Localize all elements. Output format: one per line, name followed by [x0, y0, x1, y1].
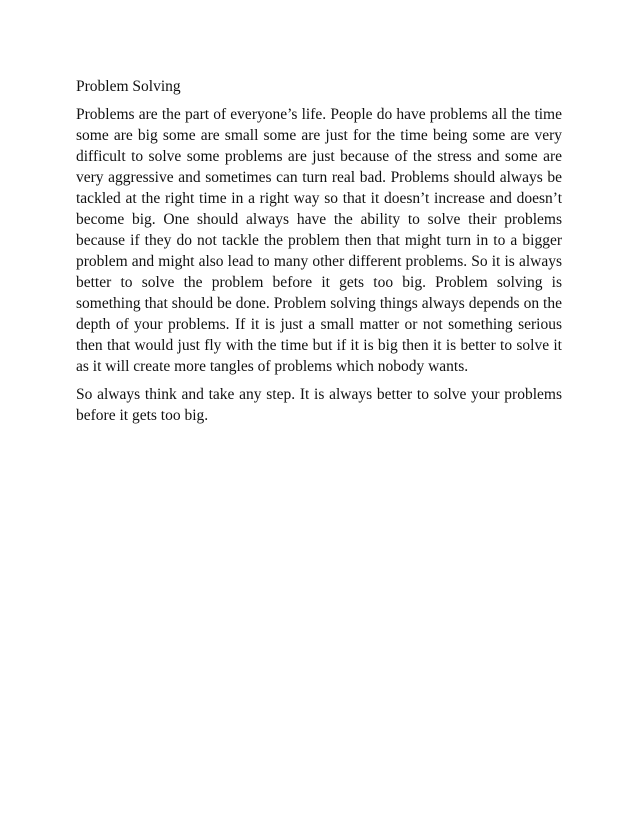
document-body [76, 76, 562, 433]
document-title: Problem Solving [76, 78, 181, 95]
paragraph-2: So always think and take any step. It is always better to solve your problems before it gets too big. [76, 386, 562, 424]
paragraph-1: Problems are the part of everyone’s life. People do have problems all the time some are big some are small some are just for the time being some are very difficult to solve some problems are just because of the stress and some are very aggressive and sometimes can turn real bad. Problems should always be tackled at the right time in a right way so that it doesn’t increase and doesn’t become big. One should always have the ability to solve their problems because if they do not tackle the problem then that might turn in to a bigger problem and might also lead to many other different problems. So it is always better to solve the problem before it gets too big. Problem solving is something that should be done. Problem solving things always depends on the depth of your problems. If it is just a small matter or not something serious then that would just fly with the time but if it is big then it is better to solve it as it will create more tangles of problems which nobody wants. [76, 106, 562, 375]
